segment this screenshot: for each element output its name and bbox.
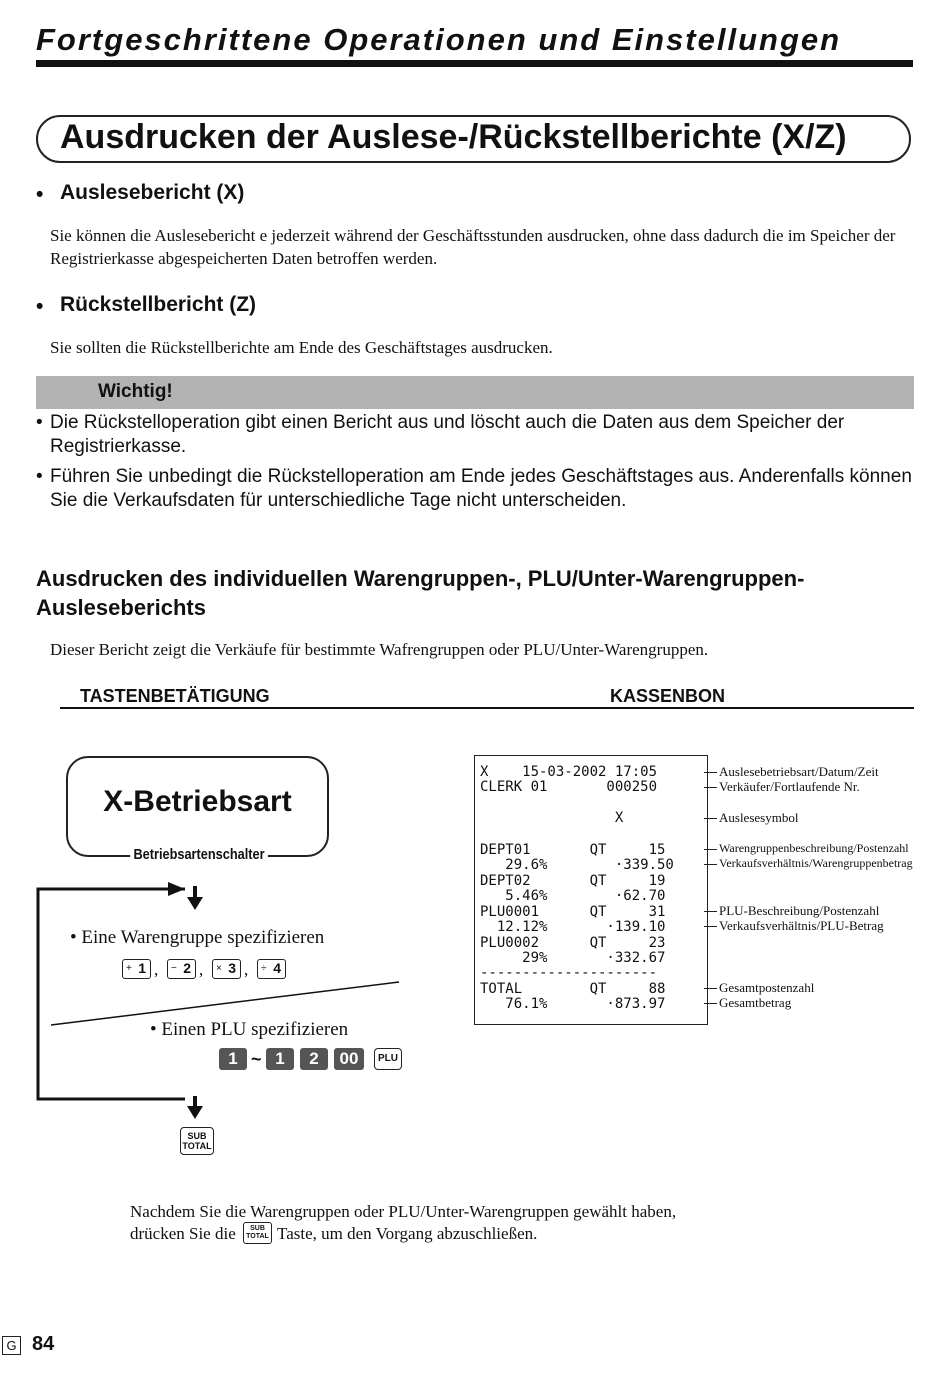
- note-line-1: Nachdem Sie die Warengruppen oder PLU/Unter-Warengruppen gewählt haben,: [130, 1202, 677, 1221]
- x-report-text: Sie können die Auslesebericht e jederzeit während der Geschäftsstunden ausdrucken, ohne dass dadurch die im Speicher der Registrierkasse abgespeicherten Daten betroffen werden.: [50, 226, 896, 268]
- annotation-leader: [704, 1003, 717, 1004]
- receipt-annotation: Gesamtbetrag: [719, 995, 792, 1010]
- dept-key-4: ÷ 4: [257, 959, 286, 979]
- page-number: 84: [32, 1333, 55, 1355]
- arrow-down-icon: [182, 1100, 183, 1101]
- subtotal-key-inline: SUB TOTAL: [243, 1222, 272, 1244]
- key-separator: ,: [244, 960, 249, 979]
- receipt-line: 5.46% ·62.70: [480, 888, 666, 904]
- language-marker: G: [2, 1336, 21, 1355]
- bullet: •: [36, 466, 43, 487]
- receipt-annotation: Auslesesymbol: [719, 810, 799, 825]
- annotation-leader: [704, 787, 717, 788]
- individual-report-heading: Ausdrucken des individuellen Warengruppen-, PLU/Unter-Warengruppen-Ausleseberichts: [36, 566, 805, 620]
- important-item-1: Die Rückstelloperation gibt einen Bericht aus und löscht auch die Daten aus dem Speicher der Registrierkasse.: [50, 412, 845, 457]
- annotation-leader: [704, 926, 717, 927]
- column-heading-receipt: KASSENBON: [610, 686, 726, 706]
- arrow-down-icon: [182, 882, 183, 883]
- mode-switch-label: Betriebsartenschalter: [130, 846, 268, 863]
- note-line-2-end: Taste, um den Vorgang abzuschließen.: [277, 1224, 538, 1243]
- bullet: •: [36, 412, 43, 433]
- step-plu: • Einen PLU spezifizieren: [150, 1019, 349, 1040]
- dept-key-3: × 3: [212, 959, 241, 979]
- page-header-title: Fortgeschrittene Operationen und Einstellungen: [36, 22, 842, 57]
- numeric-key: 2: [300, 1048, 328, 1070]
- receipt-annotation: Auslesebetriebsart/Datum/Zeit: [719, 764, 879, 779]
- numeric-key: 1: [219, 1048, 247, 1070]
- step-department: • Eine Warengruppe spezifizieren: [70, 927, 325, 948]
- receipt-annotation: Verkäufer/Fortlaufende Nr.: [719, 779, 860, 794]
- note-line-2-start: drücken Sie die: [130, 1224, 236, 1243]
- mode-title: X-Betriebsart: [103, 785, 292, 818]
- dept-key-1: + 1: [122, 959, 151, 979]
- annotation-leader: [704, 772, 717, 773]
- annotation-leader: [704, 988, 717, 989]
- receipt-line: 76.1% ·873.97: [480, 996, 666, 1012]
- bullet: •: [36, 183, 44, 206]
- range-tilde: ~: [251, 1049, 262, 1069]
- receipt-line: DEPT02 QT 19: [480, 873, 666, 889]
- z-report-text: Sie sollten die Rückstellberichte am Ende des Geschäftstages ausdrucken.: [50, 338, 553, 357]
- annotation-leader: [704, 818, 717, 819]
- receipt-line: PLU0002 QT 23: [480, 935, 666, 951]
- subtotal-key: SUB TOTAL: [180, 1127, 214, 1155]
- annotation-leader: [704, 849, 717, 850]
- receipt-line: ---------------------: [480, 965, 658, 981]
- receipt-line: TOTAL QT 88: [480, 981, 666, 997]
- receipt-line: 29.6% ·339.50: [480, 857, 674, 873]
- annotation-leader: [704, 911, 717, 912]
- receipt-line: 12.12% ·139.10: [480, 919, 666, 935]
- receipt-line: PLU0001 QT 31: [480, 904, 666, 920]
- column-heading-keys: TASTENBETÄTIGUNG: [80, 686, 270, 706]
- receipt-annotation: PLU-Beschreibung/Postenzahl: [719, 903, 880, 918]
- dept-key-2: − 2: [167, 959, 196, 979]
- key-separator: ,: [154, 960, 159, 979]
- important-label: Wichtig!: [98, 381, 173, 402]
- receipt-annotation: Verkaufsverhältnis/PLU-Betrag: [719, 918, 884, 933]
- numeric-key: 1: [266, 1048, 294, 1070]
- receipt-line: CLERK 01 000250: [480, 779, 658, 795]
- receipt-annotation: Warengruppenbeschreibung/Postenzahl: [719, 841, 909, 855]
- receipt-annotation: Gesamtpostenzahl: [719, 980, 815, 995]
- bullet: •: [36, 295, 44, 318]
- plu-key: PLU: [374, 1048, 402, 1070]
- receipt-line: DEPT01 QT 15: [480, 842, 666, 858]
- annotation-leader: [704, 864, 717, 865]
- receipt-line: X: [480, 810, 624, 826]
- important-item-2: Führen Sie unbedingt die Rückstelloperation am Ende jedes Geschäftstages aus. Anderenfalls können Sie die Verkaufsdaten für unterschiedliche Tage nicht unterscheiden.: [50, 466, 912, 511]
- individual-report-text: Dieser Bericht zeigt die Verkäufe für bestimmte Wafrengruppen oder PLU/Unter-Warengruppen.: [50, 640, 709, 659]
- z-report-heading: Rückstellbericht (Z): [60, 293, 257, 316]
- numeric-key: 00: [334, 1048, 364, 1070]
- section-title: Ausdrucken der Auslese-/Rückstellberichte (X/Z): [60, 118, 847, 156]
- receipt-annotation: Verkaufsverhältnis/Warengruppenbetrag: [719, 856, 913, 870]
- receipt-line: 29% ·332.67: [480, 950, 666, 966]
- x-report-heading: Auslesebericht (X): [60, 181, 245, 204]
- key-separator: ,: [199, 960, 204, 979]
- receipt-line: X 15-03-2002 17:05: [480, 764, 658, 780]
